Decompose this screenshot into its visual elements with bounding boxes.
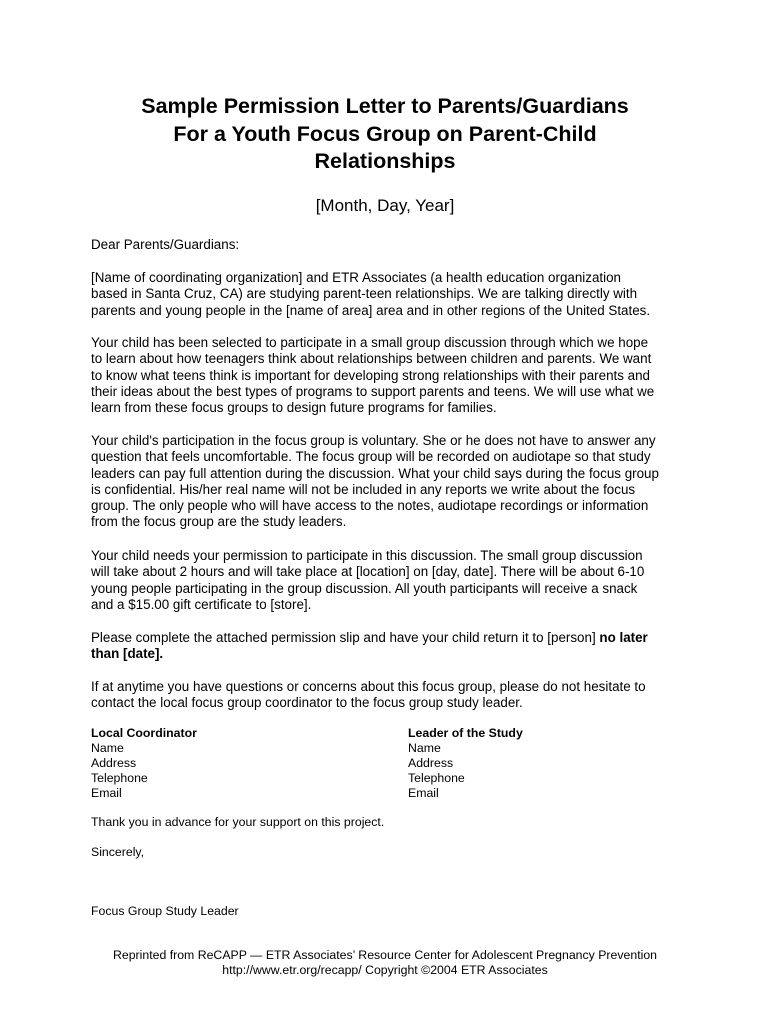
letter-date: [Month, Day, Year] bbox=[315, 196, 455, 215]
footer-line-2: http://www.etr.org/recapp/ Copyright ©2004 ETR Associates bbox=[222, 963, 548, 977]
closing: Sincerely, bbox=[91, 845, 145, 859]
thank-you-note: Thank you in advance for your support on this project. bbox=[91, 815, 385, 829]
paragraph-line: If at anytime you have questions or concerns about this focus group, please do not hesitate to bbox=[91, 679, 646, 694]
paragraph-line: young people participating in the group discussion. All youth participants will receive a snack bbox=[91, 580, 638, 596]
local-coordinator-address: Address bbox=[91, 756, 137, 770]
paragraph-line: from the focus group are the study leaders. bbox=[91, 514, 347, 530]
paragraph-line: group. The only people who will have access to the notes, audiotape recordings or information bbox=[91, 498, 649, 514]
paragraph-line: and a $15.00 gift certificate to [store]. bbox=[91, 596, 312, 612]
footer-line-1: Reprinted from ReCAPP — ETR Associates’ Resource Center for Adolescent Pregnancy Prevention bbox=[112, 948, 658, 962]
footer-credit bbox=[60, 948, 710, 978]
paragraph-line: leaders can pay full attention during the discussion. What your child says during the focus group bbox=[91, 465, 659, 481]
paragraph-line: [Name of coordinating organization] and ETR Associates (a health education organization bbox=[91, 270, 621, 285]
paragraph-questions bbox=[91, 679, 691, 712]
paragraph-participation bbox=[91, 433, 691, 531]
paragraph-line: Your child needs your permission to participate in this discussion. The small group discussion bbox=[91, 548, 643, 563]
paragraph-line: parents and young people in the [name of area] area and in other regions of the United States. bbox=[91, 302, 651, 318]
local-coordinator-telephone: Telephone bbox=[91, 771, 148, 785]
paragraph-line: Your child's participation in the focus group is voluntary. She or he does not have to answer any bbox=[91, 433, 656, 448]
paragraph-permission-slip bbox=[91, 630, 691, 663]
study-leader-address: Address bbox=[408, 756, 454, 770]
paragraph-line: Your child has been selected to participate in a small group discussion through which we hope bbox=[91, 335, 649, 350]
paragraph-intro bbox=[91, 270, 691, 319]
title-line-3: Relationships bbox=[314, 149, 456, 173]
salutation: Dear Parents/Guardians: bbox=[91, 237, 240, 252]
local-coordinator-name: Name bbox=[91, 741, 124, 755]
paragraph-line: is confidential. His/her real name will not be included in any reports we write about the focus bbox=[91, 481, 636, 497]
permission-instruction: Please complete the attached permission slip and have your child return it to [person] bbox=[91, 630, 600, 645]
study-leader-email: Email bbox=[408, 786, 439, 800]
title-line-2: For a Youth Focus Group on Parent-Child bbox=[173, 121, 597, 146]
study-leader-block bbox=[408, 726, 523, 801]
study-leader-name: Name bbox=[408, 741, 441, 755]
study-leader-telephone: Telephone bbox=[408, 771, 465, 785]
paragraph-selection bbox=[91, 335, 691, 416]
local-coordinator-heading: Local Coordinator bbox=[91, 726, 197, 740]
paragraph-line: to know what teens think is important for developing strong relationships with their parents and bbox=[91, 367, 650, 383]
local-coordinator-block bbox=[91, 726, 197, 801]
deadline-text: no later bbox=[599, 630, 648, 645]
paragraph-line: their ideas about the best types of programs to support parents and teens. We will use what we bbox=[91, 383, 655, 399]
paragraph-logistics bbox=[91, 548, 691, 613]
paragraph-line bbox=[91, 630, 691, 646]
paragraph-line: learn from these focus groups to design future programs for families. bbox=[91, 400, 497, 416]
paragraph-line: based in Santa Cruz, CA) are studying parent-teen relationships. We are talking directly with bbox=[91, 286, 638, 302]
paragraph-line: to learn about how teenagers think about relationships between children and parents. We want bbox=[91, 351, 652, 367]
letter-title bbox=[100, 93, 670, 176]
title-line-1: Sample Permission Letter to Parents/Guardians bbox=[141, 94, 629, 118]
signature-title: Focus Group Study Leader bbox=[91, 904, 239, 918]
local-coordinator-email: Email bbox=[91, 786, 122, 800]
deadline-date: than [date]. bbox=[91, 646, 164, 662]
paragraph-line: will take about 2 hours and will take place at [location] on [day, date]. There will be about 6-10 bbox=[91, 564, 645, 580]
paragraph-line bbox=[91, 646, 691, 662]
paragraph-line: contact the local focus group coordinator to the focus group study leader. bbox=[91, 695, 523, 711]
paragraph-line: question that feels uncomfortable. The focus group will be recorded on audiotape so that study bbox=[91, 449, 651, 465]
study-leader-heading: Leader of the Study bbox=[408, 726, 523, 740]
